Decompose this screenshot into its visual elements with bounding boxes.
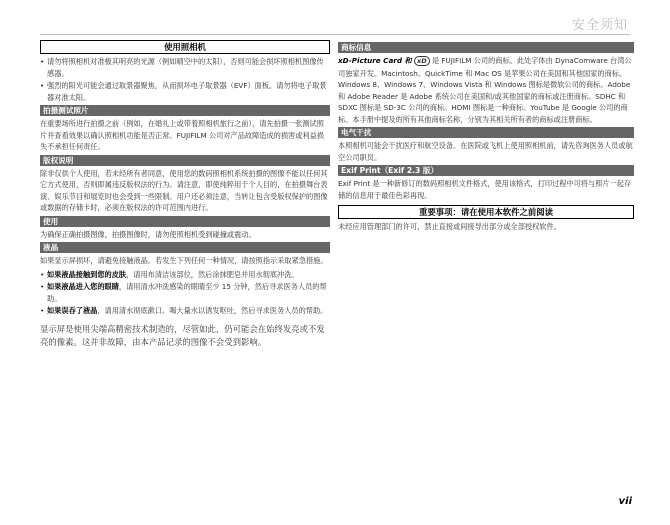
section-heading-exif-print: Exif Print（Exif 2.3 版）: [338, 165, 634, 176]
page-header-title: 安全须知: [571, 18, 628, 33]
xd-logo-icon: xD: [414, 56, 430, 66]
list-item: • 如果液晶接触到您的皮肤，请用布清洁该部位，然后涂抹肥皂并用水彻底冲洗。: [40, 269, 330, 281]
section-text-electrical-interference: 本照相机可能会干扰医疗和航空设备。在医院或飞机上使用照相机前，请先咨询医务人员或航空公司职员。: [338, 141, 633, 162]
section-text-handling: 为确保正确拍摄图像，拍摄图像时，请勿使照相机受到碰撞或震动。: [40, 229, 256, 239]
closing-note: 显示屏是使用尖端高精密技术制造的，尽管如此，仍可能会在始终发亮或不发亮的像素。这并非故障，由本产品记录的图像不会受到影响。: [40, 323, 325, 347]
using-camera-heading: 使用照相机: [40, 40, 330, 54]
section-heading-copyright: 版权说明: [40, 155, 330, 166]
section-text-exif-print: Exif Print 是一种新修订的数码照相机文件格式，使用该格式，打印过程中可将与照片一起存储的信息用于最佳色彩再现。: [338, 179, 632, 200]
section-text-trademarks: xD-Picture Card 和 xD 是 FUJIFILM 公司的商标。此处字体由 DynaComware 台湾公司独家开发。Macintosh、QuickTime 和 Mac OS 是苹果公司在美国和其他国家的商标。Windows 8、Windows 7、Windows Vista 和 Windows 图标是微软公司的商标。Adobe 和 Adobe Reader 是 Adobe 系统公司在美国和/或其他国家的商标或注册商标。SDHC 和 SDXC 图标是 SD-3C 公司的商标。HDMI 图标是一种商标。YouTube 是 Google 公司的商标。本手册中提及的所有其他商标名称，分别为其相关所有者的商标或注册商标。: [338, 56, 632, 124]
list-item: • 如果液晶进入您的眼睛，请用清水冲洗感染的眼睛至少 15 分钟，然后寻求医务人员的帮助。: [40, 281, 330, 304]
list-item: • 如果误吞了液晶，请用清水彻底漱口。喝大量水以诱发呕吐，然后寻求医务人员的帮助。: [40, 305, 330, 317]
header-divider: [40, 34, 630, 35]
section-heading-electrical-interference: 电气干扰: [338, 127, 634, 138]
section-text-copyright: 除非仅供个人使用，若未经所有者同意，使用您的数码照相机系统拍摄的图像不能以任何其它方式使用，否则即属违反版权法的行为。请注意，即使纯粹用于个人目的，在拍摄舞台表演、娱乐节目和展览时也会受到一些限制。用户还必须注意，当转让包含受版权保护的图像或数据的存储卡时，必须在版权法的许可范围内进行。: [40, 168, 328, 212]
section-text-test-shots: 在重要场所进行拍摄之前（例如，在婚礼上或带着照相机旅行之前），请先拍摄一张测试照片并查看效果以确认照相机功能是否正常。FUJIFILM 公司对产品故障造成的损害或利益损失不承担任何责任。: [40, 119, 324, 151]
page-number: vii: [618, 496, 632, 507]
section-text-liquid-crystal: 如果显示屏损坏，请避免接触液晶。若发生下列任何一种情况，请按照指示采取紧急措施。: [40, 256, 328, 265]
right-column: [338, 40, 634, 235]
section-heading-handling: 使用: [40, 216, 330, 227]
section-heading-trademarks: 商标信息: [338, 42, 634, 53]
important-notice-text: 未经应用管理部门的许可，禁止直接或间接导出部分或全部授权软件。: [338, 222, 561, 231]
list-item: • 请勿将照相机对准极其明亮的光源（例如晴空中的太阳），否则可能会损坏照相机图像传感器。: [40, 56, 330, 79]
left-column: [40, 40, 330, 351]
important-notice-heading: 重要事项：请在使用本软件之前阅读: [338, 205, 634, 219]
list-item: • 强烈的阳光可能会通过取景器聚焦，从而损坏电子取景器（EVF）面板。请勿将电子取景器对准太阳。: [40, 80, 330, 103]
section-heading-liquid-crystal: 液晶: [40, 242, 330, 253]
section-heading-test-shots: 拍摄测试照片: [40, 105, 330, 116]
